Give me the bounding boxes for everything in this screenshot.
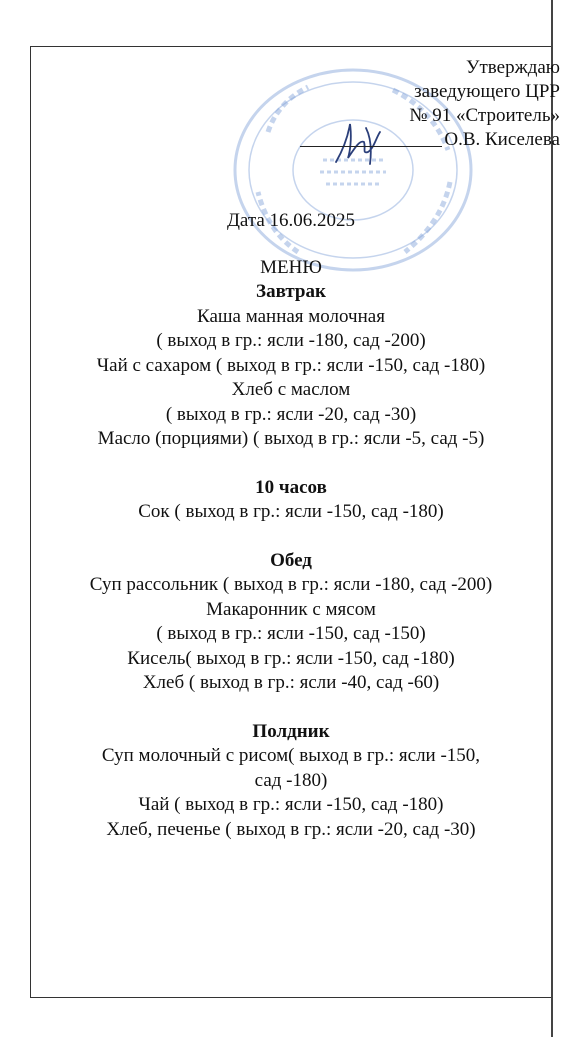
menu-line: Сок ( выход в гр.: ясли -150, сад -180) (138, 501, 444, 522)
menu-line: Чай ( выход в гр.: ясли -150, сад -180) (138, 794, 444, 815)
approval-block (300, 56, 560, 152)
section-title-snack: Полдник (252, 720, 330, 742)
menu-line: сад -180) (254, 769, 328, 791)
menu-line: Суп молочный с рисом( выход в гр.: ясли -150, (101, 745, 481, 766)
menu-line: ( выход в гр.: ясли -150, сад -150) (156, 623, 426, 644)
approval-line-2: заведующего ЦРР (414, 81, 560, 102)
approval-line-4 (300, 128, 560, 152)
menu-title: МЕНЮ (260, 256, 322, 278)
page-frame-bottom (30, 997, 552, 998)
menu-line: Хлеб с маслом (231, 379, 351, 400)
signature-line (300, 146, 442, 147)
menu-line: ( выход в гр.: ясли -180, сад -200) (156, 330, 426, 351)
section-title-ten: 10 часов (255, 476, 327, 498)
section-title-lunch: Обед (270, 549, 312, 571)
section-title-breakfast: Завтрак (256, 281, 326, 302)
menu-line: Чай с сахаром ( выход в гр.: ясли -150, сад -180) (96, 354, 486, 376)
menu-body (30, 209, 552, 842)
menu-date: Дата 16.06.2025 (226, 210, 356, 231)
menu-line: Суп рассольник ( выход в гр.: ясли -180, сад -200) (89, 574, 493, 595)
menu-line: Кисель( выход в гр.: ясли -150, сад -180) (127, 647, 455, 669)
menu-line: Макаронник с мясом (206, 598, 376, 620)
menu-line: Хлеб, печенье ( выход в гр.: ясли -20, сад -30) (106, 818, 476, 840)
approver-name: О.В. Киселева (444, 129, 560, 150)
menu-line: Масло (порциями) ( выход в гр.: ясли -5, сад -5) (97, 428, 485, 449)
page-frame-top (30, 46, 552, 47)
approval-line-3: № 91 «Строитель» (409, 105, 560, 126)
approval-line-1: Утверждаю (466, 57, 560, 78)
menu-line: Хлеб ( выход в гр.: ясли -40, сад -60) (142, 672, 440, 693)
menu-line: Каша манная молочная (197, 305, 385, 327)
menu-line: ( выход в гр.: ясли -20, сад -30) (165, 403, 417, 425)
